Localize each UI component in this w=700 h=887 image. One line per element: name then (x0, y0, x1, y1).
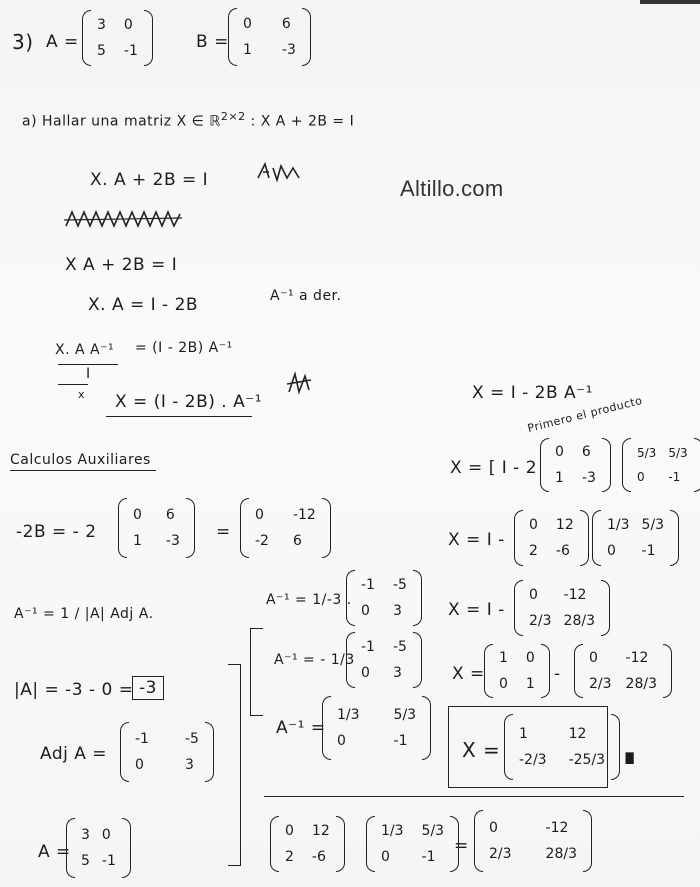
altillo-watermark: Altillo.com (400, 176, 504, 201)
scribble-mark-1 (255, 160, 305, 184)
crossed-out-scribble (62, 206, 186, 232)
part-a-statement: a) Hallar una matriz X ∈ ℝ$^{2\times 2}$ : X A + 2B = I (22, 110, 355, 130)
identity-under-label: I (86, 366, 91, 382)
determinant-line: |A| = -3 - 0 = (14, 680, 134, 700)
solution-step-5-prefix: X = (452, 664, 485, 684)
inverse-steps-bracket (250, 628, 263, 716)
solution-annotation: Primero el producto (526, 393, 644, 436)
product-left-matrix: 0 12 2 -6 (270, 816, 345, 872)
derivation-line-4: X. A A⁻¹ (55, 342, 115, 358)
separator-line (264, 796, 684, 797)
derivation-line-1: X. A + 2B = I (90, 170, 209, 190)
determinant-boxed-value: -3 (132, 676, 164, 700)
neg2b-equals: = (216, 522, 231, 542)
product-result-matrix: 0 -12 2/3 28/3 (474, 810, 592, 872)
inverse-result-matrix: 1/3 5/3 0 -1 (322, 696, 431, 760)
derivation-line-3: X. A = I - 2B (88, 295, 199, 315)
page-corner-shadow (640, 0, 700, 4)
inverse-step-1-matrix: -1 -5 0 3 (346, 570, 422, 626)
underbrace-ai (58, 364, 118, 365)
solution-step-4-prefix: X = I - (448, 600, 505, 620)
inverse-result-label: A⁻¹ = (276, 718, 326, 738)
matrix-b-label: B = (196, 32, 229, 52)
solution-step-2-prefix: X = [ I - 2 (450, 458, 538, 478)
inverse-step-1: A⁻¹ = 1/-3 . (266, 592, 352, 608)
inverse-group-bracket (228, 664, 241, 866)
product-right-matrix: 1/3 5/3 0 -1 (366, 816, 459, 872)
matrix-a-label: A = (46, 32, 79, 52)
adjugate-matrix: -1 -5 0 3 (120, 722, 214, 782)
solution-step-3-right: 1/3 5/3 0 -1 (592, 510, 679, 566)
result-bracket (106, 416, 252, 417)
matrix-a-circled-label: A = (38, 842, 71, 862)
inverse-step-2-matrix: -1 -5 0 3 (346, 632, 422, 688)
matrix-a-circled: 3 0 5 -1 (66, 818, 131, 878)
matrix-a: 3 0 5 -1 (82, 10, 153, 66)
x-under-label: x (78, 388, 86, 401)
solution-step-3-matrix: 0 12 2 -6 (514, 510, 589, 566)
product-equals: = (454, 836, 469, 856)
neg2b-prefix: -2B = - 2 (16, 522, 97, 542)
derivation-line-5: X = (I - 2B) . A⁻¹ (115, 392, 263, 412)
neg2b-result: 0 -12 -2 6 (240, 498, 331, 558)
derivation-line-2: X A + 2B = I (65, 255, 178, 275)
final-answer-matrix: 1 12 -2/3 -25/3 (504, 714, 620, 780)
underbrace-x (58, 384, 88, 385)
final-answer-label: X = (462, 738, 501, 762)
inverse-formula: A⁻¹ = 1 / |A| Adj A. (14, 606, 154, 622)
solution-step-2-right: 5/3 5/3 0 -1 (622, 438, 700, 492)
neg2b-matrix: 0 6 1 -3 (118, 498, 195, 558)
solution-step-5-left: 1 0 0 1 (484, 644, 550, 698)
scribble-mark-2 (285, 370, 313, 398)
aux-title: Calculos Auxiliares (10, 452, 151, 468)
adjugate-label: Adj A = (40, 744, 108, 764)
solution-step-1: X = I - 2B A⁻¹ (472, 383, 593, 403)
aux-title-underline (10, 470, 156, 471)
matrix-b: 0 6 1 -3 (228, 8, 311, 66)
derivation-line-4-rhs: = (I - 2B) A⁻¹ (135, 340, 233, 356)
end-of-proof-mark: ∎ (622, 742, 638, 770)
solution-step-3-prefix: X = I - (448, 530, 505, 550)
solution-step-2-matrix: 0 6 1 -3 (540, 438, 611, 492)
inverse-step-2: A⁻¹ = - 1/3 (274, 652, 355, 668)
right-multiply-note: A⁻¹ a der. (270, 288, 342, 304)
solution-step-4-matrix: 0 -12 2/3 28/3 (514, 580, 610, 636)
solution-step-5-right: 0 -12 2/3 28/3 (574, 644, 672, 698)
solution-step-5-minus: - (554, 664, 561, 684)
problem-number: 3) (12, 30, 34, 54)
